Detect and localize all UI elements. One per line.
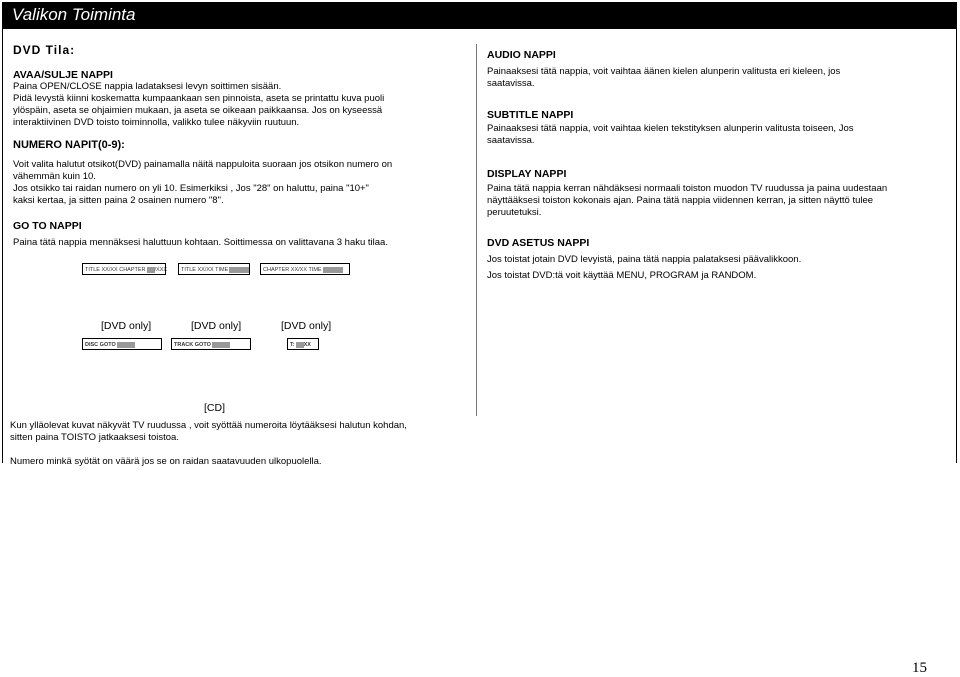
osd-title-chapter — [82, 263, 166, 275]
osd-time-label: T: — [290, 342, 295, 348]
osd-track-goto — [171, 338, 251, 350]
frame-left-line — [2, 29, 3, 463]
audio-line-2: saatavissa. — [487, 78, 535, 89]
dvd-only-label-2: [DVD only] — [191, 320, 242, 332]
number-line-4: kaksi kertaa, ja sitten paina 2 osainen numero "8". — [13, 195, 224, 206]
display-line-1: Paina tätä nappia kerran nähdäksesi normaali toiston muodon TV ruudussa ja paina uudestaan — [487, 183, 888, 194]
subtitle-line-1: Painaaksesi tätä nappia, voit vaihtaa kielen tekstityksen alunperin valitusta toiseen, Jos — [487, 123, 854, 134]
setup-line-1: Jos toistat jotain DVD levyistä, paina tätä nappia palataksesi päävalikkoon. — [487, 254, 802, 265]
subtitle-heading: SUBTITLE NAPPI — [487, 109, 574, 121]
osd-chapter-total: /XXX — [154, 267, 168, 273]
dvd-only-label-1: [DVD only] — [101, 320, 152, 332]
page-number: 15 — [912, 660, 927, 676]
open-close-heading: AVAA/SULJE NAPPI — [13, 69, 113, 81]
frame-right-line — [956, 29, 957, 463]
setup-line-2: Jos toistat DVD:tä voit käyttää MENU, PROGRAM ja RANDOM. — [487, 270, 757, 281]
input-block — [229, 267, 249, 273]
note-line-3: Numero minkä syötät on väärä jos se on raidan saatavuuden ulkopuolella. — [10, 456, 322, 467]
osd-disc-goto — [82, 338, 162, 350]
cd-label: [CD] — [204, 402, 225, 414]
osd-title-time-label: TITLE XX/XX TIME — [181, 267, 229, 273]
osd-chapter-time-label: CHAPTER XX/XX TIME — [263, 267, 322, 273]
open-close-line-3: ylöspäin, aseta se ohjaimien mukaan, ja aseta se oikeaan paikkaansa. Jos on kyseessä — [13, 105, 383, 116]
input-block — [323, 267, 343, 273]
osd-title-time — [178, 263, 250, 275]
number-line-2: vähemmän kuin 10. — [13, 171, 96, 182]
audio-heading: AUDIO NAPPI — [487, 49, 556, 61]
number-line-3: Jos otsikko tai raidan numero on yli 10. Esimerkiksi , Jos "28" on haluttu, paina "10+" — [13, 183, 369, 194]
display-line-3: peruutetuksi. — [487, 207, 542, 218]
audio-line-1: Painaaksesi tätä nappia, voit vaihtaa äänen kielen alunperin valitusta eri kieleen, jos — [487, 66, 841, 77]
setup-heading: DVD ASETUS NAPPI — [487, 237, 590, 249]
subtitle-line-2: saatavissa. — [487, 135, 535, 146]
input-block — [147, 267, 155, 273]
osd-time-value: XX — [303, 342, 311, 348]
osd-time — [287, 338, 319, 350]
input-block — [117, 342, 135, 348]
display-line-2: näyttääksesi toiston kokonais ajan. Paina tätä nappia viidennen kerran, ja sitten näyttö tulee — [487, 195, 874, 206]
osd-title-chapter-label: TITLE XX/XX CHAPTER — [85, 267, 146, 273]
dvd-only-label-3: [DVD only] — [281, 320, 332, 332]
dvd-mode-title: DVD Tila: — [13, 43, 76, 57]
open-close-line-1: Paina OPEN/CLOSE nappia ladataksesi levyn soittimen sisään. — [13, 81, 282, 92]
goto-line: Paina tätä nappia mennäksesi haluttuun kohtaan. Soittimessa on valittavana 3 haku tilaa. — [13, 237, 388, 248]
osd-track-goto-label: TRACK GOTO — [174, 342, 211, 348]
input-block — [296, 342, 304, 348]
goto-heading: GO TO NAPPI — [13, 220, 82, 232]
note-line-1: Kun ylläolevat kuvat näkyvät TV ruudussa , voit syöttää numeroita löytääksesi halutun kohdan, — [10, 420, 407, 431]
input-block — [212, 342, 230, 348]
display-heading: DISPLAY NAPPI — [487, 168, 567, 180]
open-close-line-4: interaktiivinen DVD toisto toiminnolla, valikko tulee näkyviin ruutuun. — [13, 117, 300, 128]
header-bar — [2, 2, 957, 29]
open-close-line-2: Pidä levystä kiinni koskematta kumpaankaan sen pinnoista, aseta se printattu kuva puoli — [13, 93, 385, 104]
number-buttons-heading: NUMERO NAPIT(0-9): — [13, 139, 125, 151]
note-line-2: sitten paina TOISTO jatkaaksesi toistoa. — [10, 432, 179, 443]
column-divider — [476, 44, 477, 416]
number-line-1: Voit valita halutut otsikot(DVD) painamalla näitä nappuloita suoraan jos otsikon numero on — [13, 159, 393, 170]
osd-disc-goto-label: DISC GOTO — [85, 342, 116, 348]
osd-chapter-time — [260, 263, 350, 275]
page-title: Valikon Toiminta — [12, 5, 136, 24]
